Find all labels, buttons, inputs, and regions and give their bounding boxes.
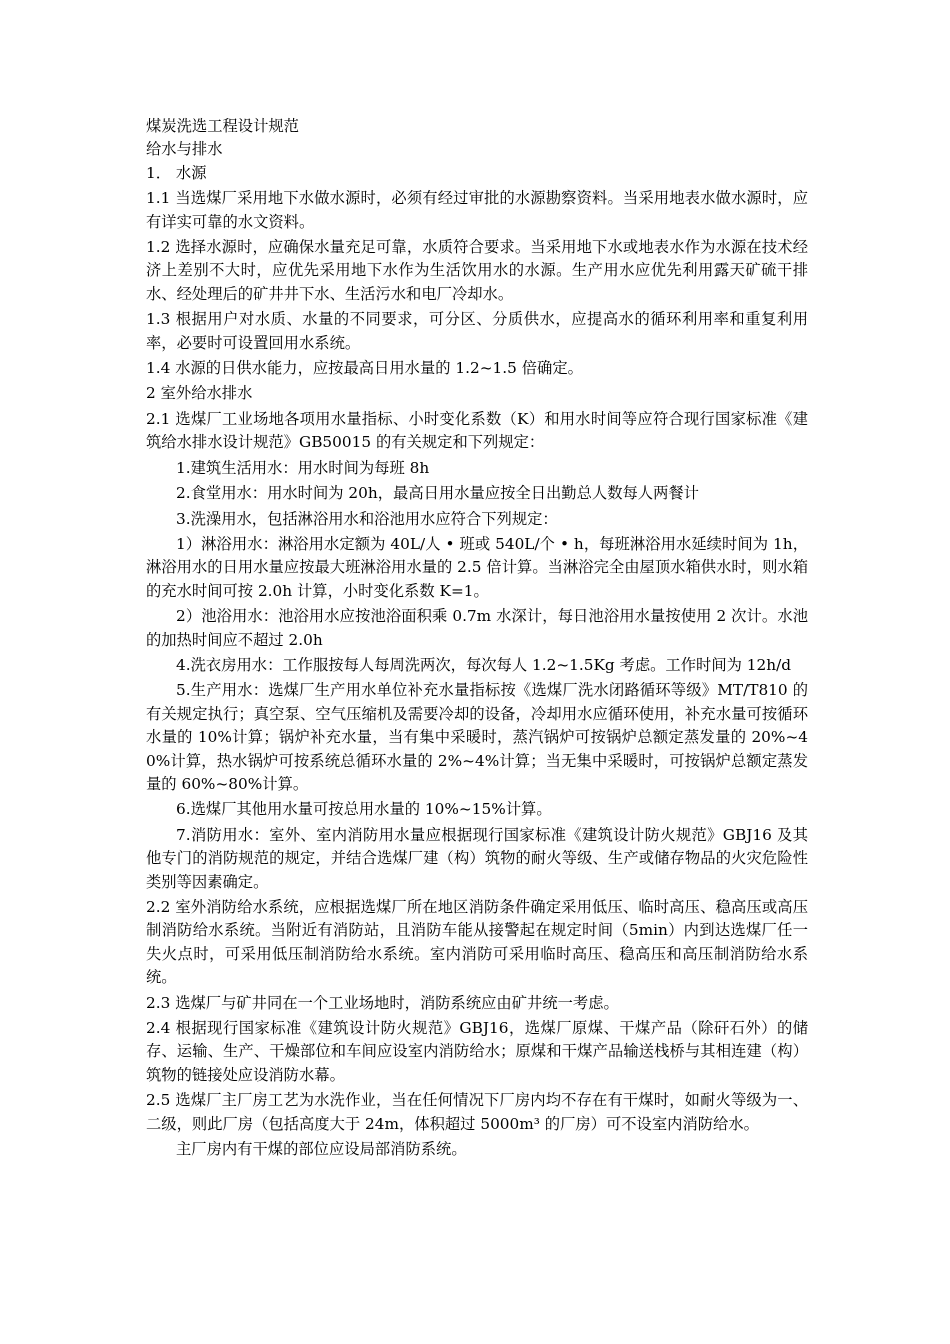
paragraph-2-2: 2.2 室外消防给水系统，应根据选煤厂所在地区消防条件确定采用低压、临时高压、稳高压或高压制消防给水系统。当附近有消防站，且消防车能从接警起在规定时间（5min）内到达选煤厂任一失火点时，可采用低压制消防给水系统。室内消防可采用临时高压、稳高压和高压制消防给水系统。 bbox=[146, 898, 808, 987]
list-item-3-2: 2）池浴用水：池浴用水应按池浴面积乘 0.7m 水深计，每日池浴用水量按使用 2 次计。水池的加热时间应不超过 2.0h bbox=[146, 607, 808, 649]
list-item-7: 7.消防用水：室外、室内消防用水量应根据现行国家标准《建筑设计防火规范》GBJ16 及其他专门的消防规范的规定，并结合选煤厂建（构）筑物的耐火等级、生产或储存物品的火灾危险性类别等因素确定。 bbox=[146, 825, 808, 891]
chapter-heading: 给水与排水 bbox=[146, 140, 223, 159]
list-item-5: 5.生产用水：选煤厂生产用水单位补充水量指标按《选煤厂洗水闭路循环等级》MT/T810 的有关规定执行；真空泵、空气压缩机及需要冷却的设备，冷却用水应循环使用，补充水量可按循环水量的 10%计算；锅炉补充水量，当有集中采暖时，蒸汽锅炉可按锅炉总额定蒸发量的 20%~40%计算，热水锅炉可按系统总循环水量的 2%~4%计算；当无集中采暖时，可按锅炉总额定蒸发量的 60%~80%计算。 bbox=[146, 681, 808, 793]
document-title: 煤炭洗选工程设计规范 bbox=[146, 117, 299, 135]
paragraph-1-3: 1.3 根据用户对水质、水量的不同要求，可分区、分质供水，应提高水的循环利用率和重复利用率，必要时可设置回用水系统。 bbox=[146, 310, 808, 352]
section-heading-outdoor-water: 2 室外给水排水 bbox=[146, 384, 253, 403]
document-page bbox=[146, 115, 808, 1161]
paragraph-1-4: 1.4 水源的日供水能力，应按最高日用水量的 1.2~1.5 倍确定。 bbox=[146, 359, 583, 378]
list-item-1: 1.建筑生活用水：用水时间为每班 8h bbox=[176, 458, 430, 477]
section-heading-water-source: 1． 水源 bbox=[146, 163, 207, 182]
paragraph-1-1: 1.1 当选煤厂采用地下水做水源时，必须有经过审批的水源勘察资料。当采用地表水做水源时，应有详实可靠的水文资料。 bbox=[146, 189, 808, 231]
paragraph-2-4: 2.4 根据现行国家标准《建筑设计防火规范》GBJ16，选煤厂原煤、干煤产品（除矸石外）的储存、运输、生产、干燥部位和车间应设室内消防给水；原煤和干煤产品输送栈桥与其相连建（构）筑物的链接处应设消防水幕。 bbox=[146, 1019, 808, 1084]
paragraph-2-5: 2.5 选煤厂主厂房工艺为水洗作业，当在任何情况下厂房内均不存在有干煤时，如耐火等级为一、二级，则此厂房（包括高度大于 24m，体积超过 5000m³ 的厂房）可不设室内消防给水。 bbox=[146, 1091, 808, 1133]
paragraph-2-5-note: 主厂房内有干煤的部位应设局部消防系统。 bbox=[176, 1140, 467, 1159]
paragraph-1-2: 1.2 选择水源时，应确保水量充足可靠，水质符合要求。当采用地下水或地表水作为水源在技术经济上差别不大时，应优先采用地下水作为生活饮用水的水源。生产用水应优先利用露天矿硫干排水、经处理后的矿井井下水、生活污水和电厂冷却水。 bbox=[146, 238, 808, 303]
list-item-2: 2.食堂用水：用水时间为 20h，最高日用水量应按全日出勤总人数每人两餐计 bbox=[176, 484, 699, 503]
list-item-3-1: 1）淋浴用水：淋浴用水定额为 40L/人 • 班或 540L/个 • h，每班淋浴用水延续时间为 1h，淋浴用水的日用水量应按最大班淋浴用水量的 2.5 倍计算。当淋浴完全由屋顶水箱供水时，则水箱的充水时间可按 2.0h 计算，小时变化系数 K=1。 bbox=[146, 534, 808, 600]
paragraph-2-3: 2.3 选煤厂与矿井同在一个工业场地时，消防系统应由矿井统一考虑。 bbox=[146, 993, 619, 1012]
list-item-3: 3.洗澡用水，包括淋浴用水和浴池用水应符合下列规定： bbox=[176, 509, 558, 528]
paragraph-2-1: 2.1 选煤厂工业场地各项用水量指标、小时变化系数（K）和用水时间等应符合现行国家标准《建筑给水排水设计规范》GB50015 的有关规定和下列规定： bbox=[146, 409, 808, 452]
list-item-6: 6.选煤厂其他用水量可按总用水量的 10%~15%计算。 bbox=[176, 800, 552, 819]
list-item-4: 4.洗衣房用水：工作服按每人每周洗两次，每次每人 1.2~1.5Kg 考虑。工作时间为 12h/d bbox=[176, 655, 792, 674]
